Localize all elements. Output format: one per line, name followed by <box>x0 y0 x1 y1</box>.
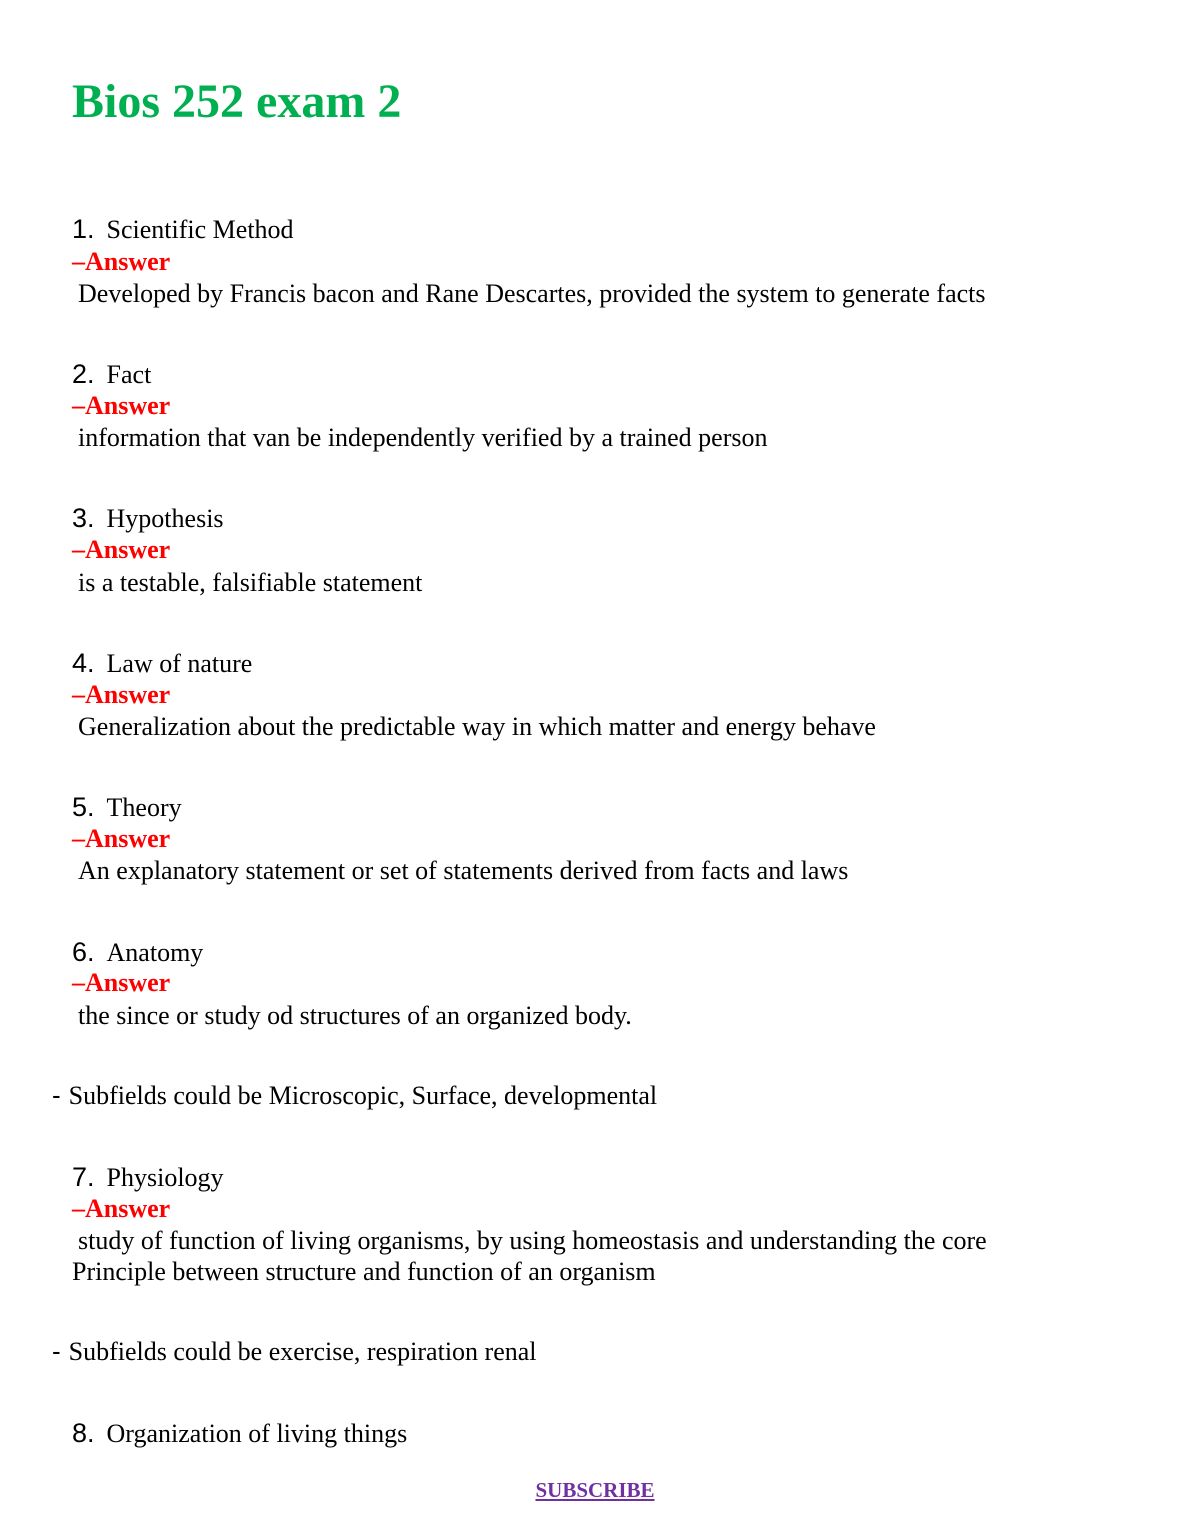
answer-text: study of function of living organisms, by using homeostasis and understanding the core <box>78 1226 987 1255</box>
answer-text: information that van be independently verified by a trained person <box>78 423 768 452</box>
question-term: Scientific Method <box>106 215 294 244</box>
answer-label: –Answer <box>72 680 171 709</box>
question-7 <box>72 1162 224 1193</box>
question-2 <box>72 359 151 390</box>
question-number: 4. <box>72 648 95 678</box>
answer-text: Developed by Francis bacon and Rane Descartes, provided the system to generate facts <box>78 279 986 308</box>
question-number: 1. <box>72 214 95 244</box>
answer-label: –Answer <box>72 391 171 420</box>
subscribe-link[interactable]: SUBSCRIBE <box>535 1478 655 1502</box>
question-4 <box>72 648 252 679</box>
question-term: Hypothesis <box>106 504 224 533</box>
question-5 <box>72 792 182 823</box>
answer-text: is a testable, falsifiable statement <box>78 568 423 597</box>
question-number: 7. <box>72 1162 95 1192</box>
answer-text: Generalization about the predictable way in which matter and energy behave <box>78 712 876 741</box>
question-3 <box>72 503 224 534</box>
subfield-note: - Subfields could be exercise, respiration renal <box>52 1336 537 1366</box>
answer-label: –Answer <box>72 535 171 564</box>
question-8 <box>72 1418 407 1449</box>
answer-text: the since or study od structures of an organized body. <box>78 1001 632 1030</box>
question-term: Anatomy <box>106 938 204 967</box>
bullet-dash: - <box>52 1336 61 1366</box>
answer-label: –Answer <box>72 1194 171 1223</box>
question-1 <box>72 214 294 245</box>
question-term: Fact <box>106 360 152 389</box>
question-term: Law of nature <box>106 649 253 678</box>
question-number: 2. <box>72 359 95 389</box>
question-number: 5. <box>72 792 95 822</box>
answer-label: –Answer <box>72 968 171 997</box>
bullet-dash: - <box>52 1080 61 1110</box>
answer-text-continued: Principle between structure and function of an organism <box>72 1257 656 1286</box>
subfield-note: - Subfields could be Microscopic, Surface, developmental <box>52 1080 658 1110</box>
question-term: Theory <box>106 793 182 822</box>
answer-text: An explanatory statement or set of statements derived from facts and laws <box>78 856 849 885</box>
page-title: Bios 252 exam 2 <box>72 75 402 128</box>
question-number: 3. <box>72 503 95 533</box>
answer-label: –Answer <box>72 247 171 276</box>
question-6 <box>72 937 203 968</box>
question-term: Physiology <box>106 1163 224 1192</box>
question-number: 6. <box>72 937 95 967</box>
question-number: 8. <box>72 1418 95 1448</box>
answer-label: –Answer <box>72 824 171 853</box>
question-term: Organization of living things <box>106 1419 408 1448</box>
